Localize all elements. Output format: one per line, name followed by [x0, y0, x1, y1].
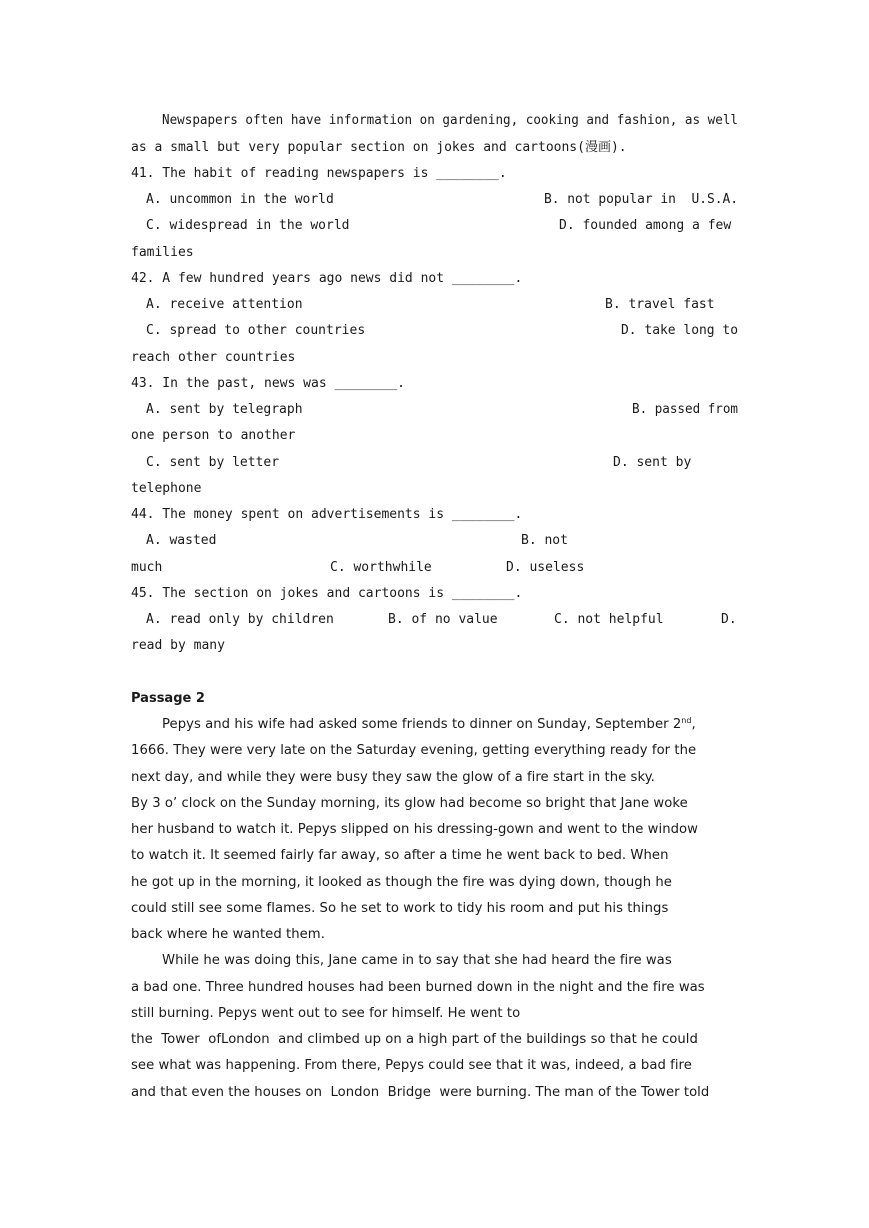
question-44-option-c: C. worthwhile [330, 560, 432, 575]
question-45-option-d: D. [721, 612, 737, 627]
question-42-option-a: A. receive attention [146, 297, 303, 312]
passage1-intro-line1: Newspapers often have information on gardening, cooking and fashion, as well [162, 113, 738, 128]
passage2-paragraph2-line4: the Tower ofLondon and climbed up on a high part of the buildings so that he could [131, 1032, 698, 1047]
passage2-paragraph1-line8: could still see some flames. So he set to work to tidy his room and put his things [131, 901, 669, 916]
passage2-paragraph2-line5: see what was happening. From there, Pepys could see that it was, indeed, a bad fire [131, 1058, 692, 1073]
passage2-heading: Passage 2 [131, 691, 205, 706]
passage2-p1-line1-text: Pepys and his wife had asked some friends to dinner on Sunday, September 2 [162, 717, 682, 732]
passage2-paragraph1-line6: to watch it. It seemed fairly far away, so after a time he went back to bed. When [131, 848, 669, 863]
question-42-stem: 42. A few hundred years ago news did not ________. [131, 271, 523, 286]
question-43-stem: 43. In the past, news was ________. [131, 376, 405, 391]
passage2-paragraph1-line9: back where he wanted them. [131, 927, 325, 942]
question-42-option-d: D. take long to [621, 323, 738, 338]
passage2-paragraph1-line4: By 3 o’ clock on the Sunday morning, its glow had become so bright that Jane woke [131, 796, 688, 811]
question-43-option-b: B. passed from [632, 402, 738, 417]
question-45-option-d-continued: read by many [131, 638, 225, 653]
question-43-option-d: D. sent by [613, 455, 692, 470]
date-ordinal-superscript: nd [681, 716, 692, 725]
question-45-option-b: B. of no value [388, 612, 498, 627]
question-44-option-b-continued: much [131, 560, 163, 575]
question-45-option-a: A. read only by children [146, 612, 334, 627]
question-44-option-d: D. useless [506, 560, 585, 575]
question-41-option-c: C. widespread in the world [146, 218, 350, 233]
question-41-option-d-continued: families [131, 245, 194, 260]
question-43-option-c: C. sent by letter [146, 455, 280, 470]
passage1-intro-line2: as a small but very popular section on jokes and cartoons(漫画). [131, 140, 627, 155]
question-41-option-a: A. uncommon in the world [146, 192, 334, 207]
question-45-stem: 45. The section on jokes and cartoons is ________. [131, 586, 523, 601]
question-43-option-b-continued: one person to another [131, 428, 296, 443]
passage2-paragraph2-line3: still burning. Pepys went out to see for himself. He went to [131, 1006, 521, 1021]
question-41-option-b: B. not popular in U.S.A. [544, 192, 739, 207]
passage2-p1-line1-end: , [691, 717, 696, 732]
passage2-paragraph2-line2: a bad one. Three hundred houses had been burned down in the night and the fire was [131, 980, 705, 995]
passage2-paragraph1-line7: he got up in the morning, it looked as though the fire was dying down, though he [131, 875, 672, 890]
question-44-option-a: A. wasted [146, 533, 217, 548]
question-42-option-b: B. travel fast [605, 297, 715, 312]
question-41-stem: 41. The habit of reading newspapers is ________. [131, 166, 507, 181]
question-44-stem: 44. The money spent on advertisements is ________. [131, 507, 523, 522]
question-42-option-d-continued: reach other countries [131, 350, 296, 365]
question-44-option-b: B. not [521, 533, 568, 548]
passage2-paragraph2-line6: and that even the houses on London Bridge were burning. The man of the Tower told [131, 1085, 710, 1100]
passage2-paragraph1-line1 [162, 717, 696, 733]
question-42-option-c: C. spread to other countries [146, 323, 366, 338]
question-43-option-d-continued: telephone [131, 481, 202, 496]
question-41-option-d: D. founded among a few [559, 218, 732, 233]
question-43-option-a: A. sent by telegraph [146, 402, 303, 417]
passage2-paragraph1-line5: her husband to watch it. Pepys slipped on his dressing-gown and went to the window [131, 822, 698, 837]
passage2-paragraph2-line1: While he was doing this, Jane came in to say that she had heard the fire was [162, 953, 672, 968]
passage2-paragraph1-line3: next day, and while they were busy they saw the glow of a fire start in the sky. [131, 770, 655, 785]
passage2-paragraph1-line2: 1666. They were very late on the Saturday evening, getting everything ready for the [131, 743, 697, 758]
question-45-option-c: C. not helpful [554, 612, 664, 627]
